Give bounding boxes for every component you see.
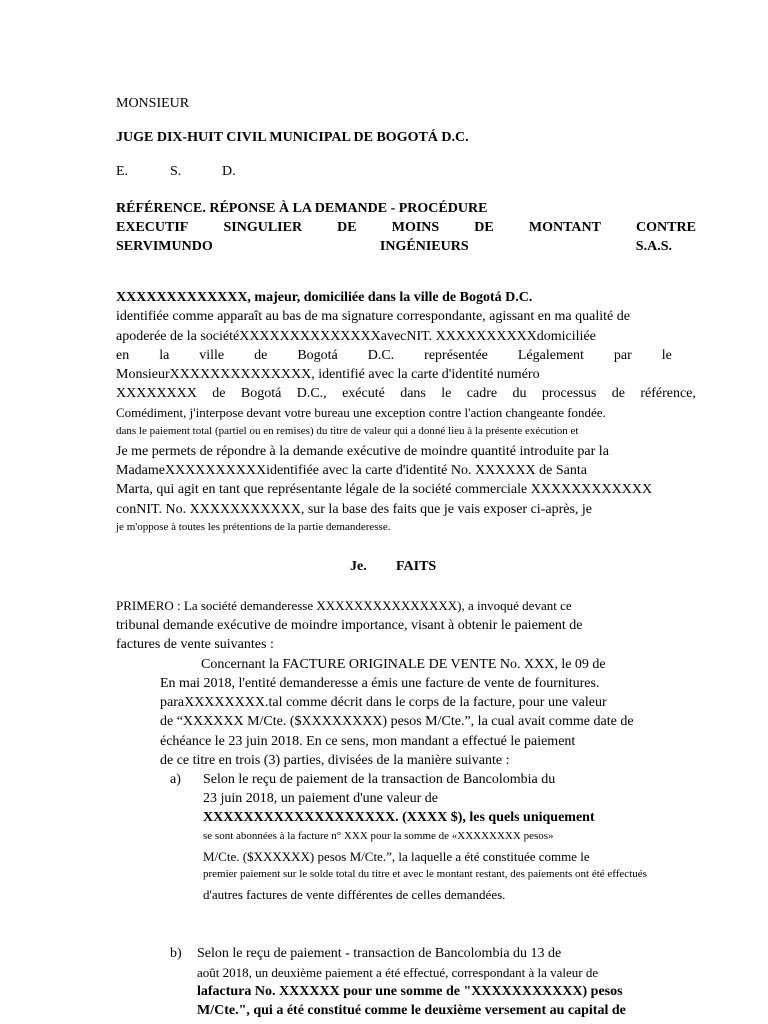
intro-word: le bbox=[661, 348, 672, 363]
esd-s: S. bbox=[170, 164, 182, 179]
ref-word: SERVIMUNDO bbox=[116, 239, 213, 254]
intro-word: ville bbox=[199, 348, 225, 363]
intro-word: XXXXXXXX bbox=[116, 386, 197, 401]
intro-word: Bogotá bbox=[240, 386, 282, 401]
intro-line-10: MadameXXXXXXXXXXidentifiée avec la carte d'identité No. XXXXXX de Santa bbox=[116, 463, 587, 478]
intro-word: exécuté bbox=[342, 386, 385, 401]
intro-word: cadre bbox=[466, 386, 498, 401]
intro-word: de bbox=[212, 386, 226, 401]
item-b-label: b) bbox=[170, 946, 182, 961]
intro-word: par bbox=[613, 348, 632, 363]
ref-word: MOINS bbox=[391, 220, 440, 235]
addressee: MONSIEUR bbox=[116, 96, 190, 111]
item-a-line-1: Selon le reçu de paiement de la transaction de Bancolombia du bbox=[203, 772, 556, 787]
bullet-line-3: paraXXXXXXXX.tal comme décrit dans le corps de la facture, pour une valeur bbox=[160, 695, 607, 710]
intro-word: du bbox=[512, 386, 527, 401]
intro-word: référence, bbox=[640, 386, 696, 401]
item-a-line-5: M/Cte. ($XXXXXX) pesos M/Cte.”, la laquelle a été constituée comme le bbox=[203, 849, 590, 864]
ref-word: EXECUTIF bbox=[116, 220, 189, 235]
item-a-line-6: premier paiement sur le solde total du titre et avec le montant restant, des paiements ont été effectués bbox=[203, 868, 647, 880]
ref-word: INGÉNIEURS bbox=[379, 239, 469, 254]
intro-line-7: Comédiment, j'interpose devant votre bureau une exception contre l'action changeante fondée. bbox=[116, 405, 606, 420]
ref-word: DE bbox=[337, 220, 357, 235]
intro-word: en bbox=[116, 348, 130, 363]
intro-line-4 bbox=[116, 349, 672, 363]
section-title: FAITS bbox=[396, 559, 437, 574]
item-a-label: a) bbox=[170, 772, 181, 787]
item-a-line-7: d'autres factures de vente différentes de celles demandées. bbox=[203, 887, 506, 902]
ref-word: MONTANT bbox=[528, 220, 601, 235]
intro-word: D.C. bbox=[367, 348, 395, 363]
intro-line-3: apoderée de la sociétéXXXXXXXXXXXXXXavecNIT. XXXXXXXXXXdomiciliée bbox=[116, 329, 596, 344]
item-a-line-3: XXXXXXXXXXXXXXXXXXX. (XXXX $), les quels uniquement bbox=[203, 810, 595, 825]
bullet-line-6: de ce titre en trois (3) parties, divisées de la manière suivante : bbox=[160, 753, 510, 768]
item-b-line-1: Selon le reçu de paiement - transaction de Bancolombia du 13 de bbox=[197, 946, 562, 961]
esd-line bbox=[116, 165, 236, 179]
ref-word: DE bbox=[474, 220, 494, 235]
reference-line-3 bbox=[116, 240, 672, 254]
intro-line-12: conNIT. No. XXXXXXXXXXX, sur la base des faits que je vais exposer ci-après, je bbox=[116, 502, 592, 517]
item-a-line-4: se sont abonnées à la facture n° XXX pour la somme de «XXXXXXXX pesos» bbox=[203, 830, 554, 842]
bullet-line-2: En mai 2018, l'entité demanderesse a émis une facture de vente de fournitures. bbox=[160, 676, 600, 691]
intro-line-9: Je me permets de répondre à la demande exécutive de moindre quantité introduite par la bbox=[116, 444, 609, 459]
intro-line-2: identifiée comme apparaît au bas de ma signature correspondante, agissant en ma qualité de bbox=[116, 309, 630, 324]
intro-word: la bbox=[159, 348, 170, 363]
bullet-line-1: Concernant la FACTURE ORIGINALE DE VENTE No. XXX, le 09 de bbox=[201, 657, 606, 672]
intro-line-13: je m'oppose à toutes les prétentions de la partie demanderesse. bbox=[116, 521, 391, 533]
bullet-line-5: échéance le 23 juin 2018. En ce sens, mon mandant a effectué le paiement bbox=[160, 734, 576, 749]
intro-word: représentée bbox=[424, 348, 488, 363]
section-heading bbox=[350, 560, 436, 574]
intro-line-5: MonsieurXXXXXXXXXXXXXX, identifié avec la carte d'identité numéro bbox=[116, 367, 540, 382]
bullet-line-4: de “XXXXXX M/Cte. ($XXXXXXXX) pesos M/Cte.”, la cual avait comme date de bbox=[160, 714, 634, 729]
esd-d: D. bbox=[222, 164, 236, 179]
item-b-line-3: lafactura No. XXXXXX pour une somme de "XXXXXXXXXXX) pesos bbox=[197, 984, 623, 999]
reference-line-1: RÉFÉRENCE. RÉPONSE À LA DEMANDE - PROCÉDURE bbox=[116, 201, 488, 216]
esd-e: E. bbox=[116, 164, 129, 179]
primero-line-1: PRIMERO : La société demanderesse XXXXXXXXXXXXXXX), a invoqué devant ce bbox=[116, 598, 572, 613]
intro-word: Légalement bbox=[517, 348, 584, 363]
intro-word: de bbox=[254, 348, 268, 363]
intro-word: Bogotá bbox=[297, 348, 338, 363]
court-name: JUGE DIX-HUIT CIVIL MUNICIPAL DE BOGOTÁ D.C. bbox=[116, 130, 469, 145]
ref-word: S.A.S. bbox=[635, 239, 672, 254]
intro-word: de bbox=[611, 386, 625, 401]
intro-word: processus bbox=[541, 386, 597, 401]
intro-line-11: Marta, qui agit en tant que représentante légale de la société commerciale XXXXXXXXXXXX bbox=[116, 482, 653, 497]
item-a-line-2: 23 juin 2018, un paiement d'une valeur de bbox=[203, 791, 439, 806]
primero-line-3: factures de vente suivantes : bbox=[116, 637, 274, 652]
intro-line-8: dans le paiement total (partiel ou en remises) du titre de valeur qui a donné lieu à la présente exécution et bbox=[116, 425, 579, 437]
intro-bold-line: XXXXXXXXXXXXX, majeur, domiciliée dans la ville de Bogotá D.C. bbox=[116, 290, 533, 305]
item-b-line-4: M/Cte.", qui a été constitué comme le deuxième versement au capital de bbox=[197, 1003, 626, 1018]
section-number: Je. bbox=[350, 559, 367, 574]
ref-word: CONTRE bbox=[636, 220, 696, 235]
item-b-line-2: août 2018, un deuxième paiement a été effectué, correspondant à la valeur de bbox=[197, 965, 599, 980]
intro-line-6 bbox=[116, 387, 696, 401]
primero-line-2: tribunal demande exécutive de moindre importance, visant à obtenir le paiement de bbox=[116, 618, 583, 633]
intro-word: dans bbox=[400, 386, 426, 401]
intro-word: D.C., bbox=[296, 386, 327, 401]
ref-word: SINGULIER bbox=[223, 220, 303, 235]
reference-line-2 bbox=[116, 221, 696, 235]
intro-word: le bbox=[441, 386, 452, 401]
